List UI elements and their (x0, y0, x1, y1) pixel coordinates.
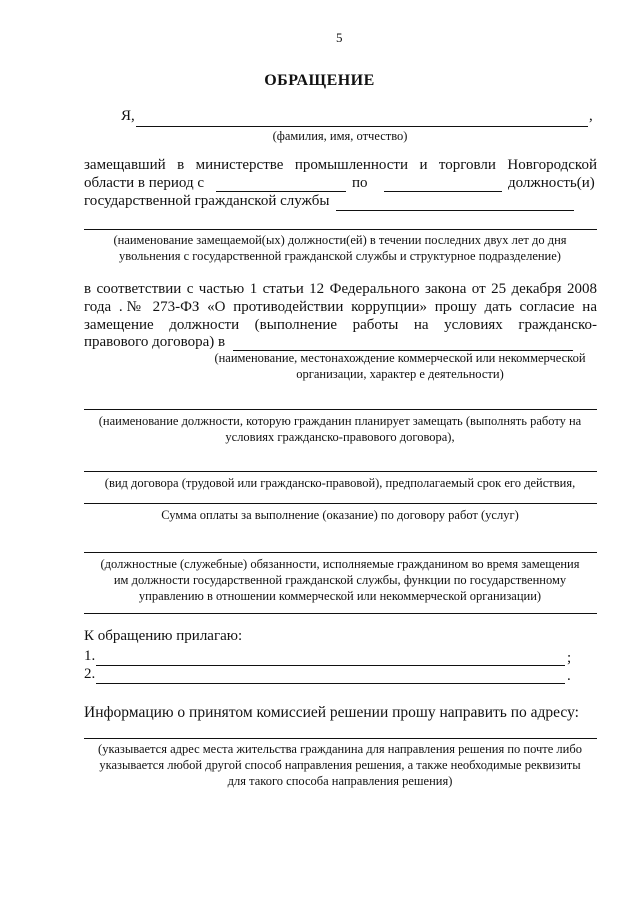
attachment-2-end: . (567, 668, 571, 684)
attachment-1-number: 1. (84, 648, 96, 664)
contract-type-caption: (вид договора (трудовой или гражданско-правовой), предполагаемый срок его действия, (104, 476, 576, 490)
document-title: ОБРАЩЕНИЕ (264, 72, 375, 89)
info-caption-2: указывается любой другой способ направления решения, а также необходимые реквизиты (99, 758, 581, 772)
block1-line1: замещавший в министерстве промышленности и торговли Новгородской (84, 157, 597, 173)
planned-position-caption-1: (наименование должности, которую гражданин планирует замещать (выполнять работу на (98, 414, 582, 428)
attachment-1-end: ; (567, 650, 572, 666)
info-caption-3: для такого способа направления решения) (227, 774, 453, 788)
ya-prefix: Я, (121, 108, 135, 124)
attachment-2-line (96, 683, 565, 684)
block1-caption-1: (наименование замещаемой(ых) должности(ей) в течении последних двух лет до дня (113, 233, 567, 247)
civil-service-line (336, 210, 574, 211)
info-caption-1: (указывается адрес места жительства гражданина для направления решения по почте либо (98, 742, 582, 756)
attachments-heading: К обращению прилагаю: (84, 628, 243, 644)
page-number: 5 (336, 30, 343, 45)
full-name-caption: (фамилия, имя, отчество) (272, 129, 408, 143)
ya-suffix: , (589, 108, 593, 124)
block2-caption-1: (наименование, местонахождение коммерческой или некоммерческой (214, 351, 586, 365)
period-label: области в период с (84, 175, 205, 191)
payment-caption: Сумма оплаты за выполнение (оказание) по договору работ (услуг) (161, 508, 519, 522)
position-label: должность(и) (508, 175, 595, 191)
attachment-1-line (96, 665, 565, 666)
planned-position-caption-2: условиях гражданско-правового договора), (225, 430, 455, 444)
payment-line (84, 503, 597, 504)
duties-caption-1: (должностные (служебные) обязанности, исполняемые гражданином во время замещения (100, 557, 580, 571)
contract-type-line (84, 471, 597, 472)
block2-line4: правового договора) в (84, 334, 226, 350)
block1-caption-2: увольнения с государственной гражданской службы и структурное подразделение) (119, 249, 561, 263)
block2-line1: в соответствии с частью 1 статьи 12 Федерального закона от 25 декабря 2008 (84, 281, 597, 297)
duties-end-line (84, 613, 597, 614)
info-request-text: Информацию о принятом комиссией решении прошу направить по адресу: (84, 704, 579, 721)
period-to-label: по (352, 175, 368, 191)
duties-line (84, 552, 597, 553)
period-to-line (384, 191, 502, 192)
block2-line3: замещение должности (выполнение работы на условиях гражданско- (84, 317, 597, 333)
full-name-line (136, 126, 588, 127)
position-full-line (84, 229, 597, 230)
duties-caption-3: управлению в отношении коммерческой или некоммерческой организации) (138, 589, 542, 603)
address-line (84, 738, 597, 739)
period-from-line (216, 191, 346, 192)
block2-caption-2: организации, характер е деятельности) (296, 367, 504, 381)
planned-position-line (84, 409, 597, 410)
duties-caption-2: им должности государственной гражданской службы, функции по государственному (113, 573, 567, 587)
civil-service-label: государственной гражданской службы (84, 193, 330, 209)
block2-line2: года .№ 273-ФЗ «О противодействии коррупции» прошу дать согласие на (84, 299, 597, 315)
attachment-2-number: 2. (84, 666, 96, 682)
